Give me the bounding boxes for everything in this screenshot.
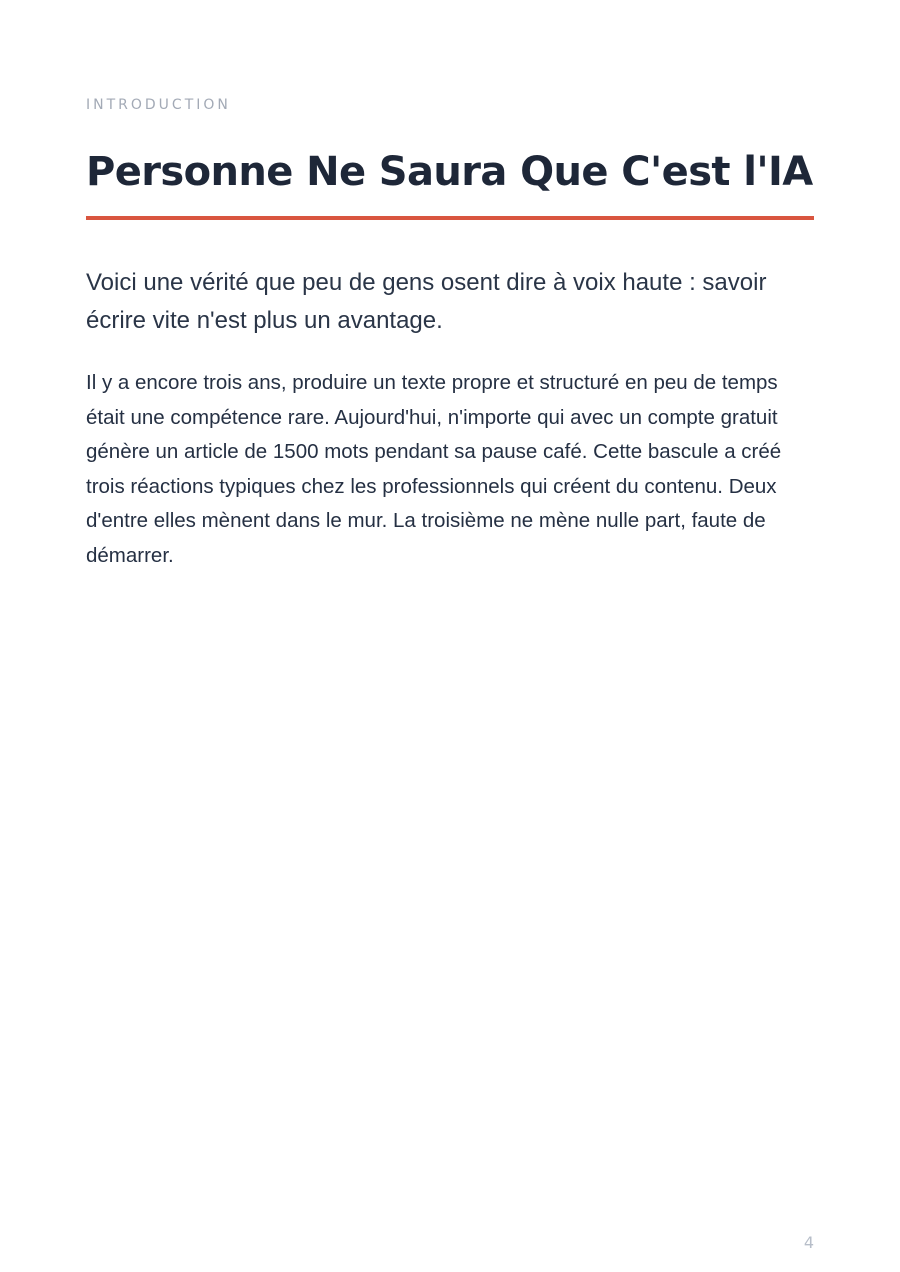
lead-paragraph: Voici une vérité que peu de gens osent dire à voix haute : savoir écrire vite n'est plus un avantage.	[86, 269, 767, 334]
page-title: Personne Ne Saura Que C'est l'IA	[86, 149, 813, 195]
body-paragraph: Il y a encore trois ans, produire un texte propre et structuré en peu de temps était une compétence rare. Aujourd'hui, n'importe qui avec un compte gratuit génère un article de 1500 mots pendant sa pause café. Cette bascule a créé trois réactions typiques chez les professionnels qui créent du contenu. Deux d'entre elles mènent dans le mur. La troisième ne mène nulle part, faute de démarrer.	[86, 371, 782, 567]
document-page	[86, 0, 814, 1272]
page-number: 4	[803, 1233, 814, 1252]
section-label: INTRODUCTION	[86, 97, 231, 113]
title-divider	[86, 216, 814, 220]
